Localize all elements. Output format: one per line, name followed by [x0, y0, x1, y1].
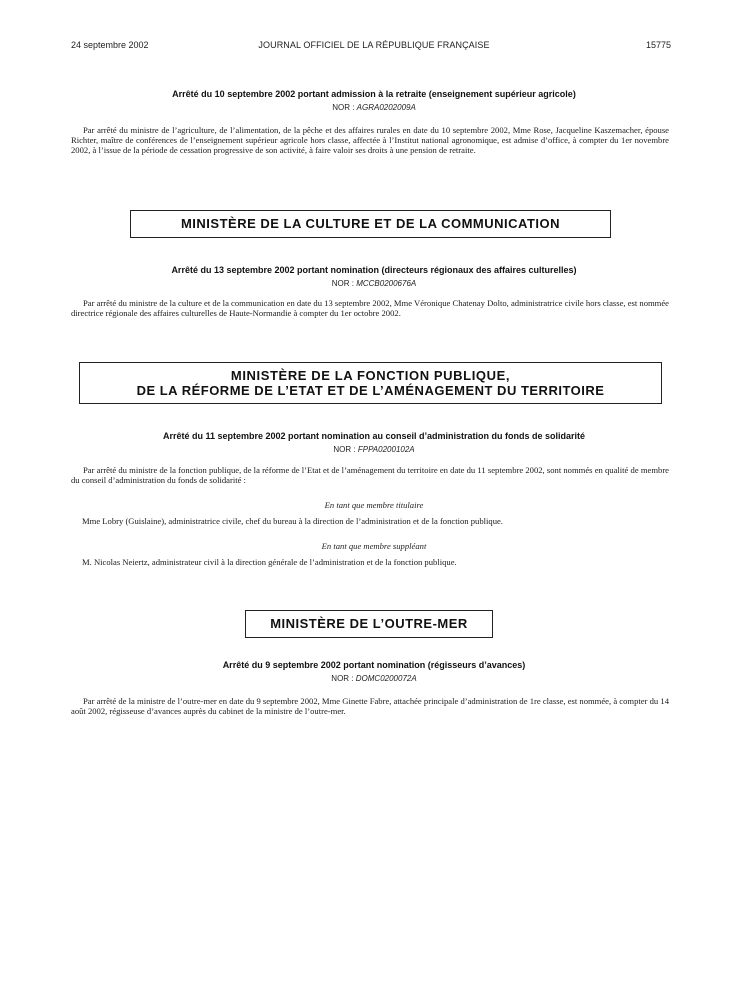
member-titulaire: Mme Lobry (Guislaine), administratrice civile, chef du bureau à la direction de l’administration et de la fonction publique. — [82, 516, 503, 526]
decree-paragraph-regisseurs: Par arrêté de la ministre de l’outre-mer en date du 9 septembre 2002, Mme Ginette Fabre, attachée principale d’administration de 1re classe, est nommée, à compter du 14 août 2002, régisseuse d’avances auprès du cabinet de la ministre de l’outre-mer. — [71, 696, 669, 716]
subheading-titulaire: En tant que membre titulaire — [324, 500, 424, 510]
decree-title-fonds-solidarite: Arrêté du 11 septembre 2002 portant nomination au conseil d’administration du fonds de solidarité — [162, 431, 586, 441]
ministry-name: MINISTÈRE DE L’OUTRE-MER — [270, 616, 468, 631]
ministry-name: MINISTÈRE DE LA CULTURE ET DE LA COMMUNICATION — [180, 216, 561, 231]
ministry-name-line2: DE LA RÉFORME DE L’ETAT ET DE L’AMÉNAGEMENT DU TERRITOIRE — [136, 383, 605, 398]
decree-nor-regisseurs — [60, 674, 688, 683]
nor-code: DOMC0200072A — [355, 674, 417, 683]
ministry-heading-fonction-publique — [79, 362, 662, 404]
nor-label: NOR : — [331, 279, 354, 288]
decree-title-retraite: Arrêté du 10 septembre 2002 portant admission à la retraite (enseignement supérieur agricole) — [172, 89, 576, 99]
decree-paragraph-drac: Par arrêté du ministre de la culture et de la communication en date du 13 septembre 2002, Mme Véronique Chatenay Dolto, administratrice civile hors classe, est nommée directrice régionale des affaires culturelles de Haute-Normandie à compter du 1er octobre 2002. — [71, 298, 669, 318]
header-journal-title: JOURNAL OFFICIEL DE LA RÉPUBLIQUE FRANÇAISE — [258, 40, 490, 50]
ministry-heading-culture — [130, 210, 611, 238]
nor-label: NOR : — [332, 103, 355, 112]
decree-nor-drac — [60, 279, 688, 288]
decree-paragraph-retraite: Par arrêté du ministre de l’agriculture, de l’alimentation, de la pêche et des affaires rurales en date du 10 septembre 2002, Mme Rose, Jacqueline Kaszemacher, épouse Richter, maître de conférences de l’enseignement supérieur agricole hors classe, affectée à l’Institut national agronomique, est admise d’office, à compter du 1er novembre 2002, à l’issue de la période de cessation progressive de son activité, à faire valoir ses droits à une pension de retraite. — [71, 125, 669, 155]
decree-title-regisseurs: Arrêté du 9 septembre 2002 portant nomination (régisseurs d’avances) — [222, 660, 526, 670]
nor-label: NOR : — [333, 445, 356, 454]
nor-code: FPPA0200102A — [357, 445, 415, 454]
ministry-heading-outre-mer — [245, 610, 493, 638]
member-suppleant: M. Nicolas Neiertz, administrateur civil à la direction générale de l’administration et de la fonction publique. — [82, 557, 457, 567]
header-page-number: 15775 — [645, 40, 671, 50]
decree-paragraph-fonds-solidarite: Par arrêté du ministre de la fonction publique, de la réforme de l’Etat et de l’aménagement du territoire en date du 11 septembre 2002, sont nommés en qualité de membre du conseil d’administration du fonds de solidarité : — [71, 465, 669, 485]
nor-label: NOR : — [331, 674, 354, 683]
header-date: 24 septembre 2002 — [71, 40, 149, 50]
decree-nor-retraite — [60, 103, 688, 112]
decree-title-nomination-drac: Arrêté du 13 septembre 2002 portant nomination (directeurs régionaux des affaires culturelles) — [171, 265, 577, 275]
nor-code: MCCB0200676A — [356, 279, 417, 288]
ministry-name-line1: MINISTÈRE DE LA FONCTION PUBLIQUE, — [230, 368, 511, 383]
nor-code: AGRA0202009A — [356, 103, 416, 112]
subheading-suppleant: En tant que membre suppléant — [321, 541, 427, 551]
decree-nor-fonds-solidarite — [60, 445, 688, 454]
